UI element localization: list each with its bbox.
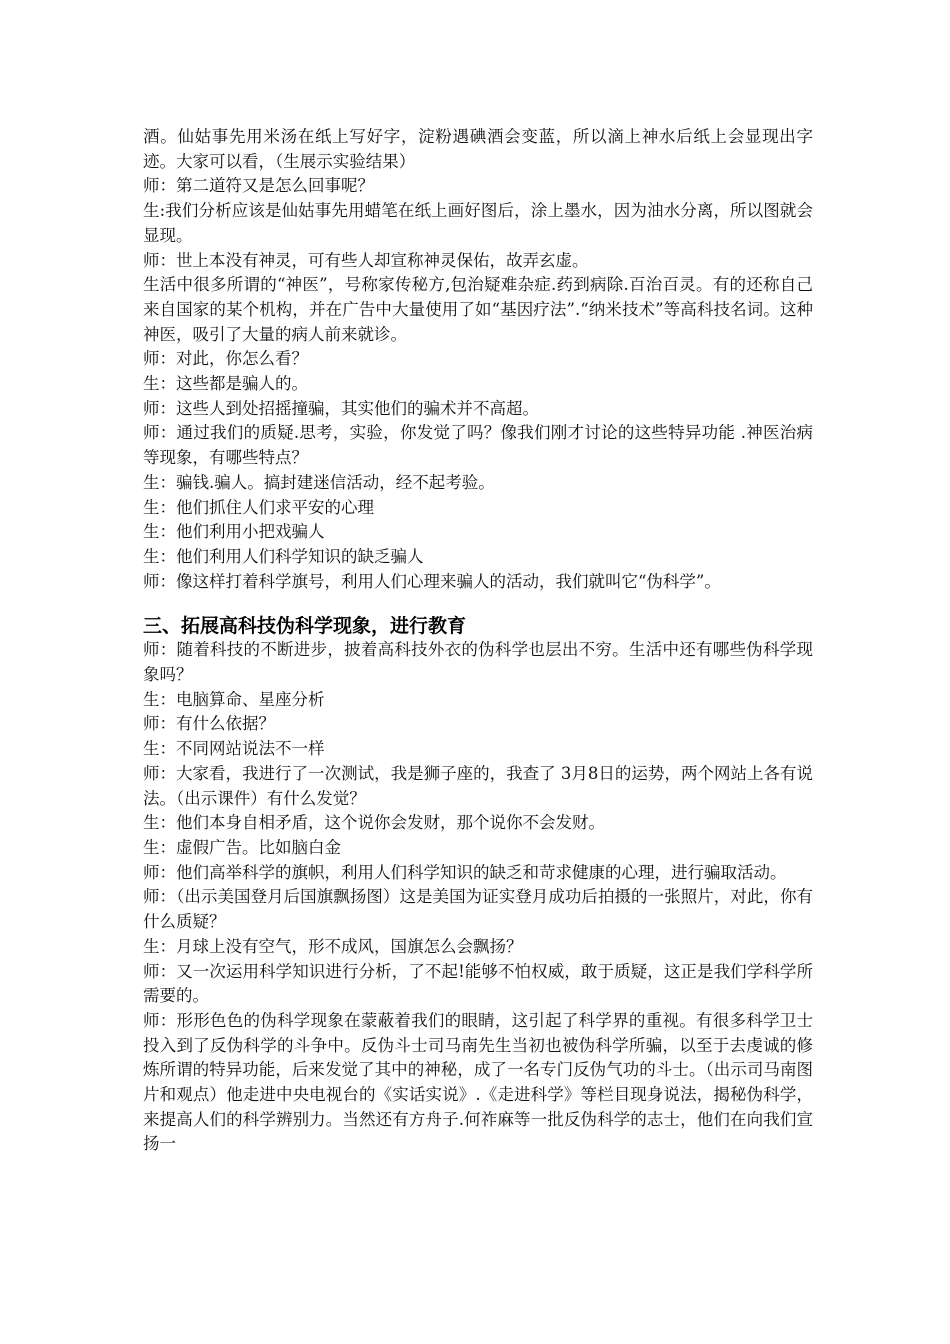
paragraph: 生：月球上没有空气，形不成风，国旗怎么会飘扬？ — [143, 936, 523, 956]
paragraph: 师：形形色色的伪科学现象在蒙蔽着我们的眼睛，这引起了科学界的重视。有很多科学卫士投入到了反伪科学的斗争中。反伪斗士司马南先生当初也被伪科学所骗，以至于去虔诚的修炼所谓的特异功能，后来发觉了其中的神秘，成了一名专门反伪气功的斗士。（出示司马南图片和观点）他走进中央电视台的《实话实说》.《走进科学》等栏目现身说法，揭秘伪科学，来提高人们的科学辨别力。当然还有方舟子.何祚麻等一批反伪科学的志士，他们在向我们宣扬一 — [143, 1010, 813, 1154]
paragraph: 生：他们抓住人们求平安的心理 — [143, 497, 374, 517]
paragraph: 生：骗钱.骗人。搞封建迷信活动，经不起考验。 — [143, 472, 495, 492]
paragraph: 生：他们利用人们科学知识的缺乏骗人 — [143, 546, 424, 566]
paragraph: 酒。仙姑事先用米汤在纸上写好字，淀粉遇碘酒会变蓝，所以滴上神水后纸上会显现出字迹。大家可以看，（生展示实验结果） — [143, 127, 813, 171]
paragraph: 师：大家看，我进行了一次测试，我是狮子座的，我查了 3月8日的运势，两个网站上各有说法。（出示课件）有什么发觉？ — [143, 763, 813, 808]
paragraph: 师：对此，你怎么看？ — [143, 349, 308, 369]
paragraph: 生：不同网站说法不一样 — [143, 739, 325, 759]
document-page — [143, 125, 813, 1157]
paragraph: 生：这些都是骗人的。 — [143, 374, 308, 394]
section-heading: 三、拓展高科技伪科学现象，进行教育 — [143, 615, 467, 638]
paragraph: 师：有什么依据？ — [143, 714, 275, 734]
paragraph: 师：通过我们的质疑.思考，实验，你发觉了吗？像我们刚才讨论的这些特异功能 .神医治病等现象，有哪些特点？ — [143, 423, 813, 468]
paragraph: 生：虚假广告。比如脑白金 — [143, 837, 341, 857]
paragraph: 生：他们本身自相矛盾，这个说你会发财，那个说你不会发财。 — [143, 813, 605, 833]
paragraph: 师：（出示美国登月后国旗飘扬图）这是美国为证实登月成功后拍摄的一张照片，对此，你有什么质疑？ — [143, 887, 813, 932]
dialogue-section-1 — [143, 125, 813, 594]
paragraph: 生活中很多所谓的“神医”，号称家传秘方,包治疑难杂症.药到病除.百治百灵。有的还称自己来自国家的某个机构，并在广告中大量使用了如“基因疗法”.“纳米技术”等高科技名词。这种神医，吸引了大量的病人前来就诊。 — [143, 275, 813, 344]
paragraph: 师：随着科技的不断进步，披着高科技外衣的伪科学也层出不穷。生活中还有哪些伪科学现象吗？ — [143, 640, 813, 685]
paragraph: 生：电脑算命、星座分析 — [143, 689, 325, 709]
paragraph: 师：第二道符又是怎么回事呢？ — [143, 176, 374, 196]
paragraph: 师：他们高举科学的旗帜，利用人们科学知识的缺乏和苛求健康的心理，进行骗取活动。 — [143, 862, 787, 882]
paragraph: 师：世上本没有神灵，可有些人却宣称神灵保佑，故弄玄虚。 — [143, 250, 589, 270]
dialogue-section-2 — [143, 638, 813, 1157]
paragraph: 师：这些人到处招摇撞骗，其实他们的骗术并不高超。 — [143, 398, 539, 418]
paragraph: 师：像这样打着科学旗号，利用人们心理来骗人的活动，我们就叫它“伪科学”。 — [143, 571, 721, 591]
paragraph: 师：又一次运用科学知识进行分析，了不起!能够不怕权威，敢于质疑，这正是我们学科学所需要的。 — [143, 961, 813, 1006]
paragraph: 生:我们分析应该是仙姑事先用蜡笔在纸上画好图后，涂上墨水，因为油水分离，所以图就会显现。 — [143, 201, 813, 245]
paragraph: 生：他们利用小把戏骗人 — [143, 522, 325, 542]
